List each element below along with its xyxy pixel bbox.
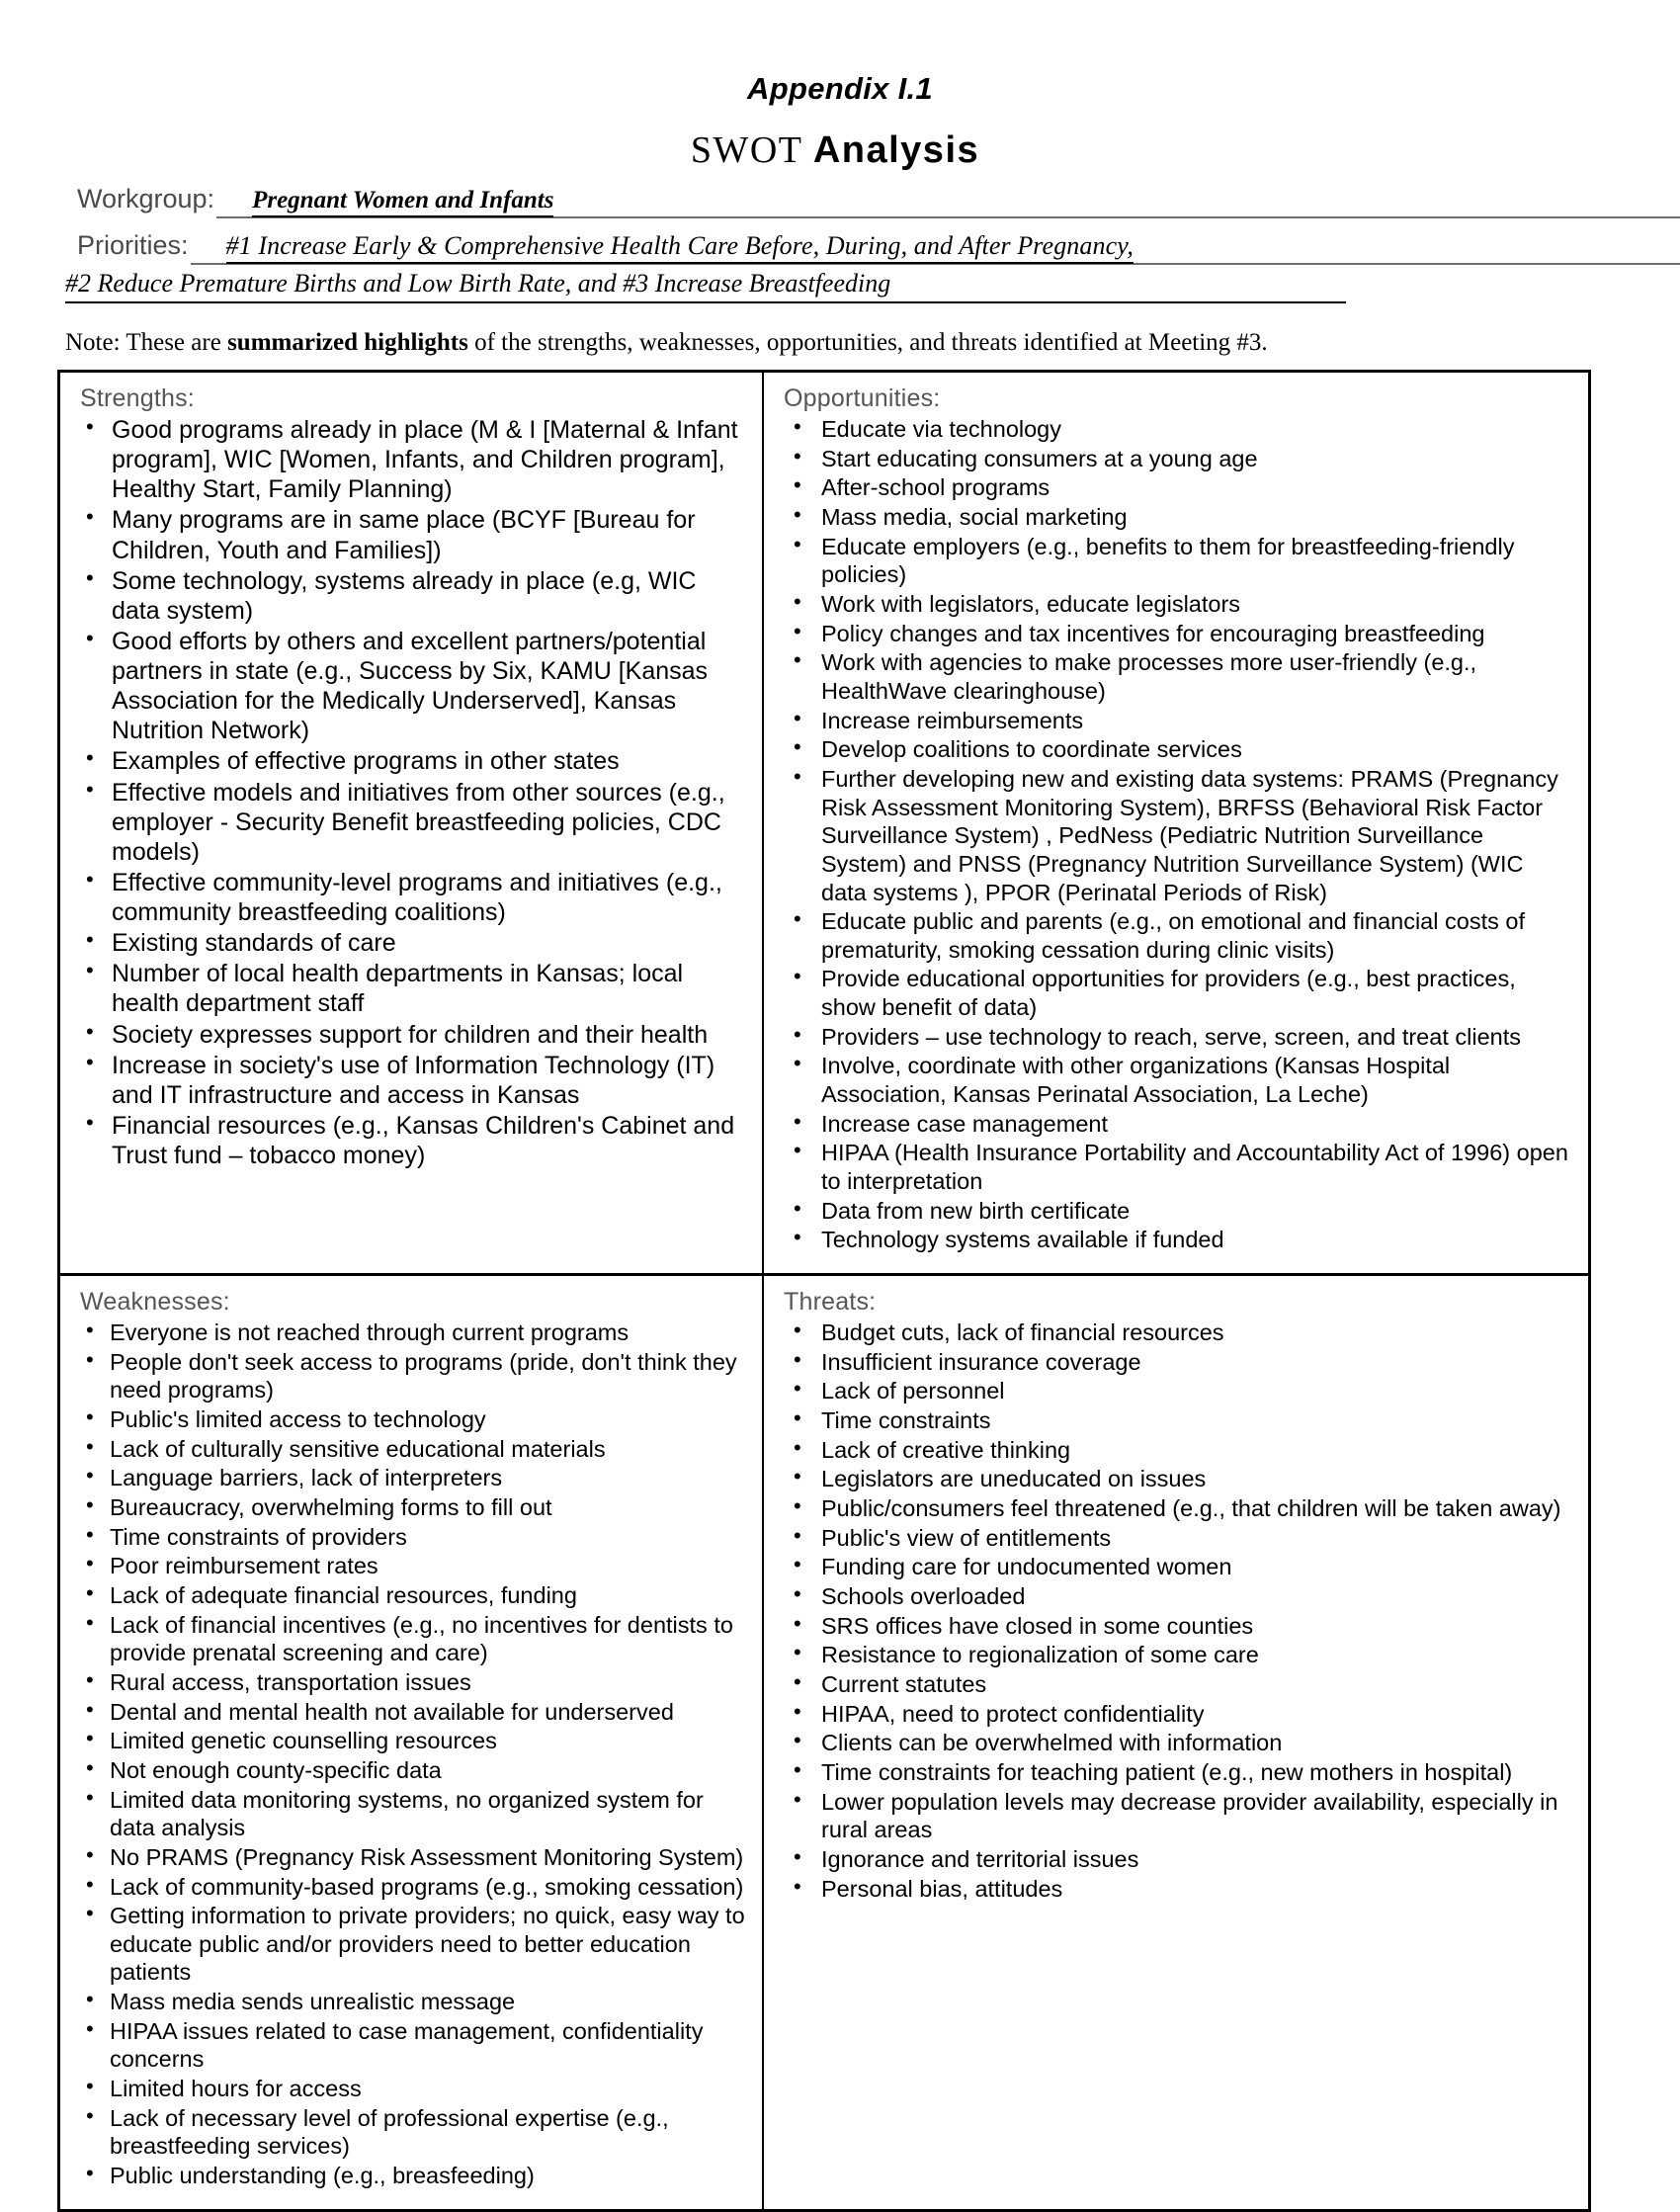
swot-cell-threats	[764, 1276, 1588, 2209]
list-item: • Increase in society's use of Information Technology (IT) and IT infrastructure and access in Kansas	[76, 1051, 746, 1110]
list-item: • Funding care for undocumented women	[780, 1553, 1572, 1581]
list-item: • Increase case management	[780, 1110, 1572, 1139]
list-item: • Public's view of entitlements	[780, 1524, 1572, 1553]
list-item: • Society expresses support for children and their health	[76, 1020, 746, 1050]
list-item: • Work with agencies to make processes more user-friendly (e.g., HealthWave clearinghouse)	[780, 648, 1572, 705]
list-item: • Mass media, social marketing	[780, 503, 1572, 532]
note-emphasis: summarized highlights	[227, 329, 468, 356]
priorities-row	[77, 218, 1680, 265]
list-item: • Providers – use technology to reach, serve, screen, and treat clients	[780, 1023, 1572, 1052]
list-item: • Not enough county-specific data	[76, 1756, 746, 1785]
list-item: • Financial resources (e.g., Kansas Children's Cabinet and Trust fund – tobacco money)	[76, 1111, 746, 1170]
opportunities-list	[780, 415, 1572, 1254]
list-item: • Personal bias, attitudes	[780, 1875, 1572, 1904]
list-item: • Public/consumers feel threatened (e.g., that children will be taken away)	[780, 1494, 1572, 1523]
workgroup-label: Workgroup:	[77, 184, 215, 213]
appendix-title: Appendix I.1	[747, 71, 933, 106]
swot-cell-weaknesses	[60, 1276, 764, 2209]
list-item: • Technology systems available if funded	[780, 1226, 1572, 1254]
priorities-value-line1: #1 Increase Early & Comprehensive Health Care Before, During, and After Pregnancy,	[226, 231, 1134, 264]
list-item: • Poor reimbursement rates	[76, 1552, 746, 1580]
swot-cell-opportunities	[764, 373, 1588, 1273]
list-item: • Bureaucracy, overwhelming forms to fill out	[76, 1493, 746, 1522]
list-item: • Many programs are in same place (BCYF [Bureau for Children, Youth and Families])	[76, 505, 746, 564]
list-item: • Provide educational opportunities for providers (e.g., best practices, show benefit of data)	[780, 965, 1572, 1021]
list-item: • Time constraints	[780, 1406, 1572, 1435]
list-item: • People don't seek access to programs (pride, don't think they need programs)	[76, 1348, 746, 1404]
note-suffix: of the strengths, weaknesses, opportunities, and threats identified at Meeting #3.	[467, 329, 1268, 356]
list-item: • Educate via technology	[780, 415, 1572, 444]
list-item: • Time constraints of providers	[76, 1523, 746, 1552]
opportunities-title: Opportunities:	[784, 384, 941, 412]
list-item: • Involve, coordinate with other organizations (Kansas Hospital Association, Kansas Perinatal Association, La Leche)	[780, 1052, 1572, 1108]
swot-cell-strengths	[60, 373, 764, 1273]
list-item: • Lack of personnel	[780, 1377, 1572, 1405]
list-item: • Effective models and initiatives from other sources (e.g., employer - Security Benefit breastfeeding policies, CDC models)	[76, 778, 746, 867]
list-item: • Limited hours for access	[76, 2075, 746, 2103]
weaknesses-list	[76, 1319, 746, 2190]
list-item: • Legislators are uneducated on issues	[780, 1465, 1572, 1493]
swot-matrix	[57, 370, 1591, 2212]
list-item: • Time constraints for teaching patient (e.g., new mothers in hospital)	[780, 1758, 1572, 1787]
list-item: • Number of local health departments in Kansas; local health department staff	[76, 959, 746, 1018]
list-item: • Lack of culturally sensitive educational materials	[76, 1435, 746, 1464]
note-line	[65, 329, 1680, 357]
priorities-line2-rule	[65, 269, 1346, 303]
strengths-title: Strengths:	[80, 384, 195, 412]
priorities-value-line2: #2 Reduce Premature Births and Low Birth Rate, and #3 Increase Breastfeeding	[65, 269, 891, 298]
list-item: • Lack of financial incentives (e.g., no incentives for dentists to provide prenatal screening and care)	[76, 1611, 746, 1667]
list-item: • Increase reimbursements	[780, 707, 1572, 735]
list-item: • Work with legislators, educate legislators	[780, 590, 1572, 619]
strengths-list	[76, 415, 746, 1170]
priorities-rule	[191, 231, 1680, 265]
list-item: • Clients can be overwhelmed with information	[780, 1729, 1572, 1757]
list-item: • Lack of community-based programs (e.g., smoking cessation)	[76, 1873, 746, 1902]
list-item: • Lack of necessary level of professional expertise (e.g., breastfeeding services)	[76, 2104, 746, 2161]
swot-row-top	[60, 373, 1588, 1276]
list-item: • Limited genetic counselling resources	[76, 1727, 746, 1755]
list-item: • Public understanding (e.g., breasfeeding)	[76, 2162, 746, 2190]
list-item: • Language barriers, lack of interpreters	[76, 1464, 746, 1492]
list-item: • Effective community-level programs and initiatives (e.g., community breastfeeding coalitions)	[76, 868, 746, 927]
list-item: • Budget cuts, lack of financial resources	[780, 1319, 1572, 1347]
list-item: • Dental and mental health not available for underserved	[76, 1698, 746, 1727]
list-item: • Educate employers (e.g., benefits to them for breastfeeding-friendly policies)	[780, 533, 1572, 589]
list-item: • Schools overloaded	[780, 1582, 1572, 1611]
list-item: • SRS offices have closed in some counties	[780, 1612, 1572, 1641]
list-item: • Policy changes and tax incentives for encouraging breastfeeding	[780, 620, 1572, 648]
list-item: • Further developing new and existing data systems: PRAMS (Pregnancy Risk Assessment Monitoring System), BRFSS (Behavioral Risk Factor Surveillance System) , PedNess (Pediatric Nutrition Surveillance System) and PNSS (Pregnancy Nutrition Surveillance System) (WIC data systems ), PPOR (Perinatal Periods of Risk)	[780, 765, 1572, 906]
swot-title-tail: Analysis	[812, 129, 980, 171]
list-item: • Everyone is not reached through current programs	[76, 1319, 746, 1347]
swot-title-main: SWOT	[690, 129, 802, 171]
list-item: • HIPAA issues related to case management, confidentiality concerns	[76, 2017, 746, 2074]
list-item: • Lack of creative thinking	[780, 1436, 1572, 1465]
priorities-label: Priorities:	[77, 230, 189, 260]
list-item: • After-school programs	[780, 473, 1572, 502]
list-item: • Educate public and parents (e.g., on emotional and financial costs of prematurity, smoking cessation during clinic visits)	[780, 907, 1572, 964]
list-item: • Limited data monitoring systems, no organized system for data analysis	[76, 1786, 746, 1842]
note-prefix: Note: These are	[65, 329, 228, 356]
workgroup-row	[77, 172, 1680, 218]
list-item: • Existing standards of care	[76, 928, 746, 958]
list-item: • Some technology, systems already in place (e.g, WIC data system)	[76, 566, 746, 626]
document-title	[0, 107, 1680, 172]
list-item: • Good programs already in place (M & I [Maternal & Infant program], WIC [Women, Infants, and Children program], Healthy Start, Family Planning)	[76, 415, 746, 504]
workgroup-value: Pregnant Women and Infants	[252, 187, 553, 217]
list-item: • HIPAA (Health Insurance Portability and Accountability Act of 1996) open to interpretation	[780, 1139, 1572, 1195]
list-item: • Ignorance and territorial issues	[780, 1845, 1572, 1874]
list-item: • Insufficient insurance coverage	[780, 1348, 1572, 1377]
list-item: • Public's limited access to technology	[76, 1405, 746, 1434]
list-item: • Examples of effective programs in other states	[76, 746, 746, 776]
list-item: • Rural access, transportation issues	[76, 1668, 746, 1697]
list-item: • Current statutes	[780, 1670, 1572, 1699]
list-item: • No PRAMS (Pregnancy Risk Assessment Monitoring System)	[76, 1843, 746, 1872]
list-item: • Start educating consumers at a young age	[780, 445, 1572, 473]
list-item: • Data from new birth certificate	[780, 1197, 1572, 1226]
list-item: • Getting information to private providers; no quick, easy way to educate public and/or providers need to better education patients	[76, 1902, 746, 1987]
list-item: • Lack of adequate financial resources, funding	[76, 1581, 746, 1610]
list-item: • Lower population levels may decrease provider availability, especially in rural areas	[780, 1788, 1572, 1844]
list-item: • Mass media sends unrealistic message	[76, 1988, 746, 2016]
weaknesses-title: Weaknesses:	[80, 1288, 230, 1317]
threats-list	[780, 1319, 1572, 1903]
swot-row-bottom	[60, 1276, 1588, 2209]
list-item: • Resistance to regionalization of some care	[780, 1641, 1572, 1669]
threats-title: Threats:	[784, 1288, 877, 1317]
list-item: • Develop coalitions to coordinate services	[780, 735, 1572, 764]
workgroup-rule	[216, 187, 1680, 218]
list-item: • Good efforts by others and excellent partners/potential partners in state (e.g., Success by Six, KAMU [Kansas Association for the Medically Underserved], Kansas Nutrition Network)	[76, 627, 746, 746]
list-item: • HIPAA, need to protect confidentiality	[780, 1700, 1572, 1729]
